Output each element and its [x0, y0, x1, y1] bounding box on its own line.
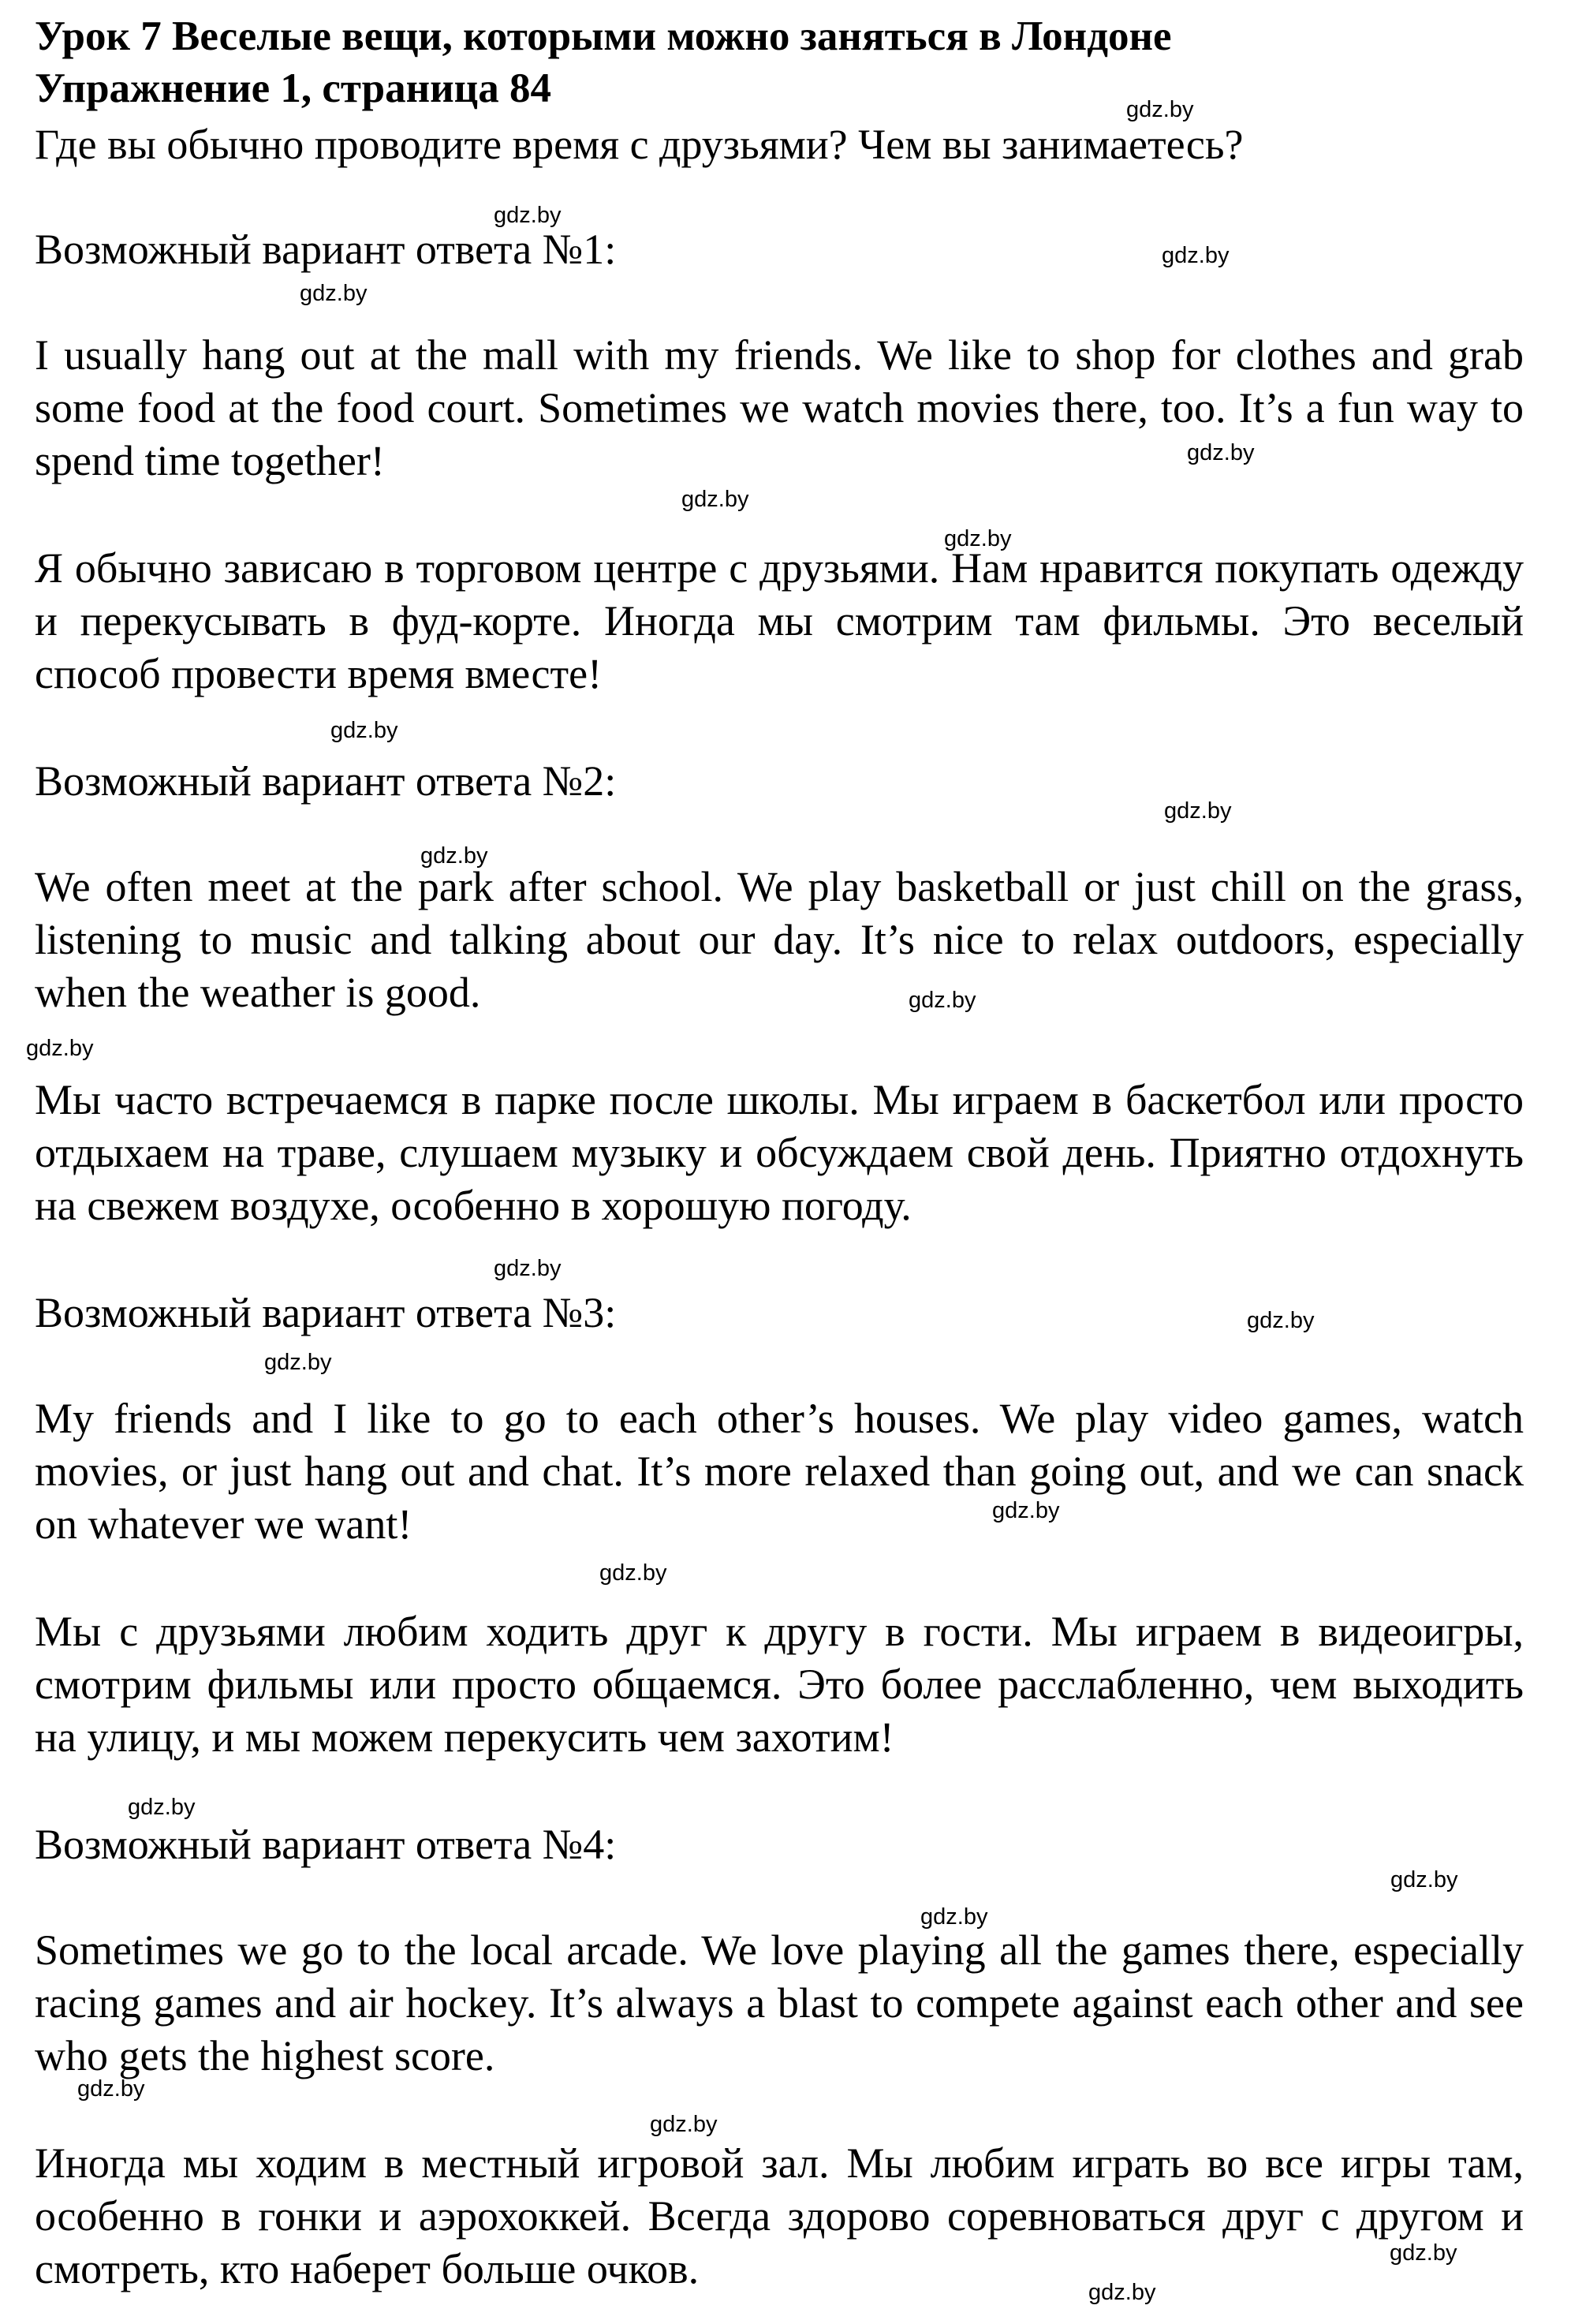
watermark: gdz.by: [1247, 1308, 1315, 1333]
exercise-reference: Упражнение 1, страница 84: [35, 65, 551, 111]
answer-1-label: Возможный вариант ответа №1:: [35, 226, 617, 273]
watermark: gdz.by: [599, 1560, 667, 1586]
answer-1-english: I usually hang out at the mall with my friends. We like to shop for clothes and grab some food at the food court. Sometimes we watch movies there, too. It’s a fun way to spend time together!: [35, 331, 1524, 484]
answer-1-russian: Я обычно зависаю в торговом центре с друзьями. Нам нравится покупать одежду и перекусывать в фуд-корте. Иногда мы смотрим там фильмы. Это веселый способ провести время вместе!: [35, 544, 1524, 697]
answer-2-english: We often meet at the park after school. We play basketball or just chill on the grass, listening to music and talking about our day. It’s nice to relax outdoors, especially when the weather is good.: [35, 863, 1524, 1016]
watermark: gdz.by: [77, 2076, 145, 2102]
watermark: gdz.by: [944, 526, 1012, 551]
answer-3-english: My friends and I like to go to each other’s houses. We play video games, watch movies, or just hang out and chat. It’s more relaxed than going out, and we can snack on whatever we want!: [35, 1395, 1524, 1548]
watermark: gdz.by: [1088, 2280, 1156, 2305]
watermark: gdz.by: [1390, 2240, 1457, 2266]
watermark: gdz.by: [330, 718, 398, 743]
watermark: gdz.by: [650, 2112, 718, 2137]
watermark: gdz.by: [992, 1498, 1060, 1523]
watermark: gdz.by: [1187, 440, 1255, 465]
watermark: gdz.by: [264, 1350, 332, 1375]
watermark: gdz.by: [420, 843, 488, 869]
answer-4-label: Возможный вариант ответа №4:: [35, 1821, 617, 1868]
watermark: gdz.by: [1164, 798, 1232, 824]
watermark: gdz.by: [681, 487, 749, 512]
watermark: gdz.by: [909, 988, 976, 1013]
watermark: gdz.by: [494, 203, 562, 228]
watermark: gdz.by: [300, 281, 368, 306]
watermark: gdz.by: [1126, 97, 1194, 122]
lesson-title: Урок 7 Веселые вещи, которыми можно заняться в Лондоне: [35, 13, 1172, 59]
answer-4-english: Sometimes we go to the local arcade. We love playing all the games there, especially racing games and air hockey. It’s always a blast to compete against each other and see who gets the highest score.: [35, 1926, 1524, 2079]
answer-3-label: Возможный вариант ответа №3:: [35, 1289, 617, 1336]
watermark: gdz.by: [1390, 1867, 1458, 1892]
answer-2-label: Возможный вариант ответа №2:: [35, 757, 617, 805]
watermark: gdz.by: [128, 1795, 196, 1820]
watermark: gdz.by: [494, 1256, 562, 1281]
watermark: gdz.by: [26, 1036, 94, 1061]
answer-4-russian: Иногда мы ходим в местный игровой зал. Мы любим играть во все игры там, особенно в гонки и аэрохоккей. Всегда здорово соревноваться друг с другом и смотреть, кто наберет больше очков.: [35, 2139, 1524, 2292]
answer-3-russian: Мы с друзьями любим ходить друг к другу в гости. Мы играем в видеоигры, смотрим фильмы или просто общаемся. Это более расслабленно, чем выходить на улицу, и мы можем перекусить чем захотим!: [35, 1608, 1524, 1761]
watermark: gdz.by: [920, 1904, 988, 1930]
answer-2-russian: Мы часто встречаемся в парке после школы. Мы играем в баскетбол или просто отдыхаем на траве, слушаем музыку и обсуждаем свой день. Приятно отдохнуть на свежем воздухе, особенно в хорошую погоду.: [35, 1076, 1524, 1229]
question-text: Где вы обычно проводите время с друзьями? Чем вы занимаетесь?: [35, 121, 1244, 168]
watermark: gdz.by: [1162, 243, 1230, 268]
